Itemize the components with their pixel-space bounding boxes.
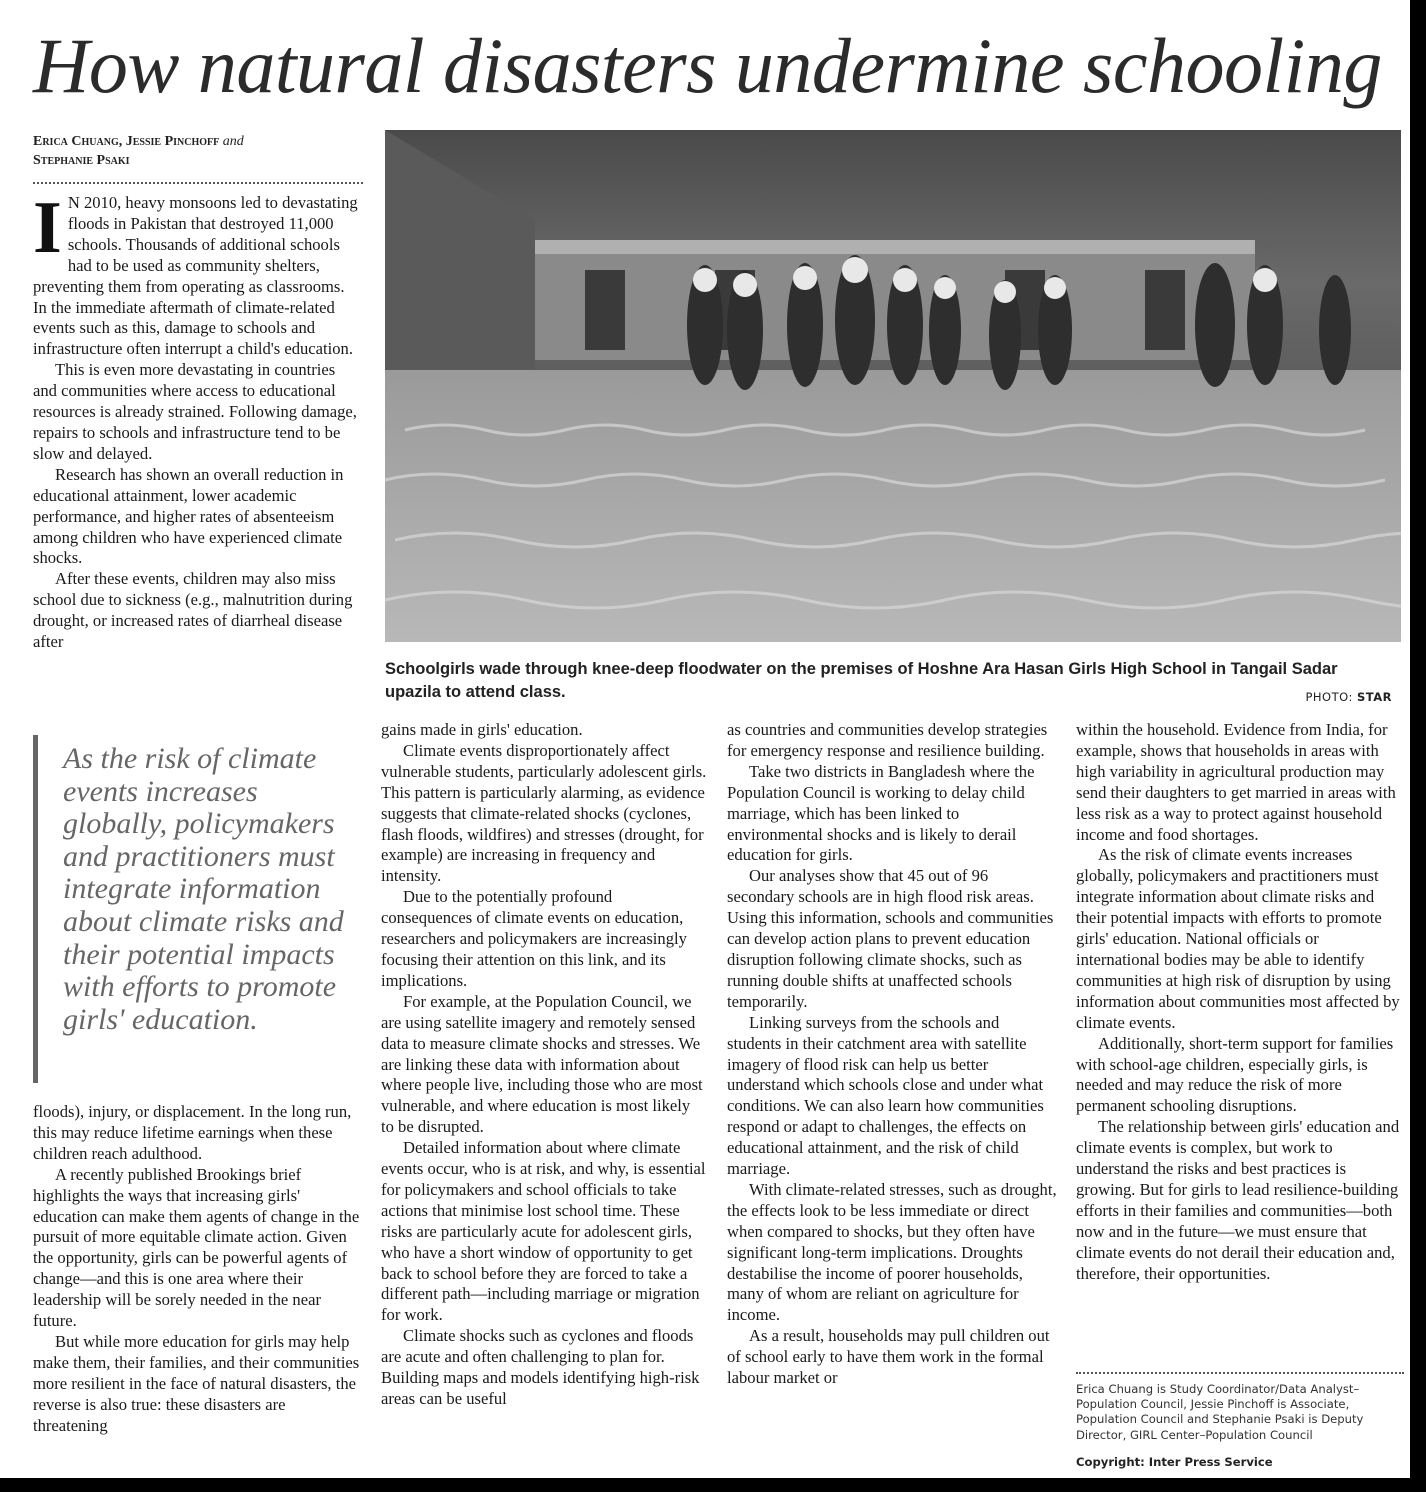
paragraph: A recently published Brookings brief highlights the ways that increasing girls' education can make them agents of change in the pursuit of more equitable climate action. Given the opportunity, girls can be powerful agents of change—and this is one area where their leadership will be sorely needed in the near future. xyxy=(33,1164,360,1331)
byline-authors: Erica Chuang, Jessie Pinchoff xyxy=(33,134,220,149)
paragraph: As the risk of climate events increases globally, policymakers and practitioners must integrate information about climate risks and their potential impacts with efforts to promote girls' education. National officials or international bodies may be able to identify communities at high risk of disruption by using information about communities most affected by climate events. xyxy=(1076,845,1400,1032)
paragraph: But while more education for girls may help make them, their families, and their communities more resilient in the face of natural disasters, the reverse is also true: these disasters are threatening xyxy=(33,1331,360,1435)
copyright: Copyright: Inter Press Service xyxy=(1076,1455,1273,1469)
paragraph: Additionally, short-term support for families with school-age children, especially girls, is needed and may reduce the risk of more permanent schooling disruptions. xyxy=(1076,1033,1394,1116)
paragraph: For example, at the Population Council, we are using satellite imagery and remotely sensed data to measure climate shocks and stresses. We are linking these data with information about where people live, including those who are most vulnerable, and where education is most likely to be disrupted. xyxy=(381,991,703,1137)
paragraph: floods), injury, or displacement. In the long run, this may reduce lifetime earnings when these children reach adulthood. xyxy=(33,1102,352,1163)
byline xyxy=(33,132,363,184)
paragraph: Research has shown an overall reduction in educational attainment, lower academic performance, and higher rates of absenteeism among children who have experienced climate shocks. xyxy=(33,464,344,568)
column-2 xyxy=(381,720,707,1410)
paragraph: I N 2010, heavy monsoons led to devastating floods in Pakistan that destroyed 11,000 schools. Thousands of additional schools had to be used as community shelters, preventing them from operating as classrooms. In the immediate aftermath of climate-related events such as this, damage to schools and infrastructure often interrupt a child's education. xyxy=(33,187,358,359)
article-photo xyxy=(385,130,1401,642)
column-1-bottom xyxy=(33,1102,361,1437)
column-4 xyxy=(1076,720,1404,1284)
photo-caption: Schoolgirls wade through knee-deep floodwater on the premises of Hoshne Ara Hasan Girls High School in Tangail Sadar upazila to attend class. xyxy=(385,660,1338,701)
paragraph: With climate-related stresses, such as drought, the effects look to be less immediate or direct when compared to shocks, but they often have significant long-term implications. Droughts destabilise the income of poorer households, many of whom are reliant on agriculture for income. xyxy=(727,1179,1057,1325)
divider xyxy=(33,182,363,184)
paragraph: Detailed information about where climate events occur, who is at risk, and why, is essential for policymakers and school officials to take actions that minimise lost school time. These risks are particularly acute for adolescent girls, who have a short window of opportunity to get back to school before they are forced to take a different path—including marriage or migration for work. xyxy=(381,1138,706,1325)
paragraph: Due to the potentially profound consequences of climate events on education, researchers and policymakers are increasingly focusing their attention on this link, and its implications. xyxy=(381,887,687,990)
byline-and: and xyxy=(222,134,244,149)
paragraph: gains made in girls' education. xyxy=(381,720,583,739)
byline-authors-2: Stephanie Psaki xyxy=(33,153,130,168)
column-3 xyxy=(727,720,1057,1389)
author-bio: Erica Chuang is Study Coordinator/Data Analyst–Population Council, Jessie Pinchoff is Associate, Population Council and Stephanie Psaki is Deputy Director, GIRL Center–Population Council xyxy=(1076,1382,1364,1442)
divider xyxy=(1076,1372,1404,1374)
paragraph: This is even more devastating in countries and communities where access to educational resources is already strained. Following damage, repairs to schools and infrastructure tend to be slow and delayed. xyxy=(33,360,357,463)
headline: How natural disasters undermine schooling xyxy=(33,22,1382,109)
column-1-top xyxy=(33,187,361,653)
paragraph: The relationship between girls' education and climate events is complex, but work to understand the risks and best practices is growing. But for girls to lead resilience-building efforts in their families and communities—both now and in the future—we must ensure that climate events do not derail their education and, therefore, their opportunities. xyxy=(1076,1117,1400,1283)
paragraph: Take two districts in Bangladesh where the Population Council is working to delay child marriage, which has been linked to environmental shocks and is likely to derail education for girls. xyxy=(727,761,1035,865)
pull-quote: As the risk of climate events increases globally, policymakers and practitioners must integrate information about climate risks and their potential impacts with efforts to promote girls' education. xyxy=(33,735,353,1083)
drop-cap: I xyxy=(33,187,62,269)
flood-photo-image xyxy=(385,130,1401,642)
paragraph: After these events, children may also miss school due to sickness (e.g., malnutrition during drought, or increased rates of diarrheal disease after xyxy=(33,569,353,652)
photo-credit: PHOTO: STAR xyxy=(1305,690,1392,704)
paragraph: as countries and communities develop strategies for emergency response and resilience building. xyxy=(727,720,1048,760)
paragraph: Climate shocks such as cyclones and floods are acute and often challenging to plan for. Building maps and models identifying high-risk areas can be useful xyxy=(381,1326,700,1408)
paragraph: As a result, households may pull children out of school early to have them work in the formal labour market or xyxy=(727,1326,1050,1388)
paragraph: within the household. Evidence from India, for example, shows that households in areas with high variability in agricultural production may send their daughters to get married in areas with less risk as a way to protect against household income and food shortages. xyxy=(1076,720,1396,844)
paragraph: Linking surveys from the schools and students in their catchment area with satellite imagery of flood risk can help us better understand which schools close and under what conditions. We can also learn how communities respond or adapt to challenges, the effects on educational attainment, and the risk of child marriage. xyxy=(727,1012,1044,1179)
paragraph: Climate events disproportionately affect vulnerable students, particularly adolescent girls. This pattern is particularly alarming, as evidence suggests that climate-related shocks (cyclones, flash floods, wildfires) and stresses (drought, for example) are increasing in frequency and intensity. xyxy=(381,740,707,886)
paragraph: Our analyses show that 45 out of 96 secondary schools are in high flood risk areas. Using this information, schools and communities can develop action plans to prevent education disruption following climate shocks, such as running double shifts at unaffected schools temporarily. xyxy=(727,866,1054,1011)
